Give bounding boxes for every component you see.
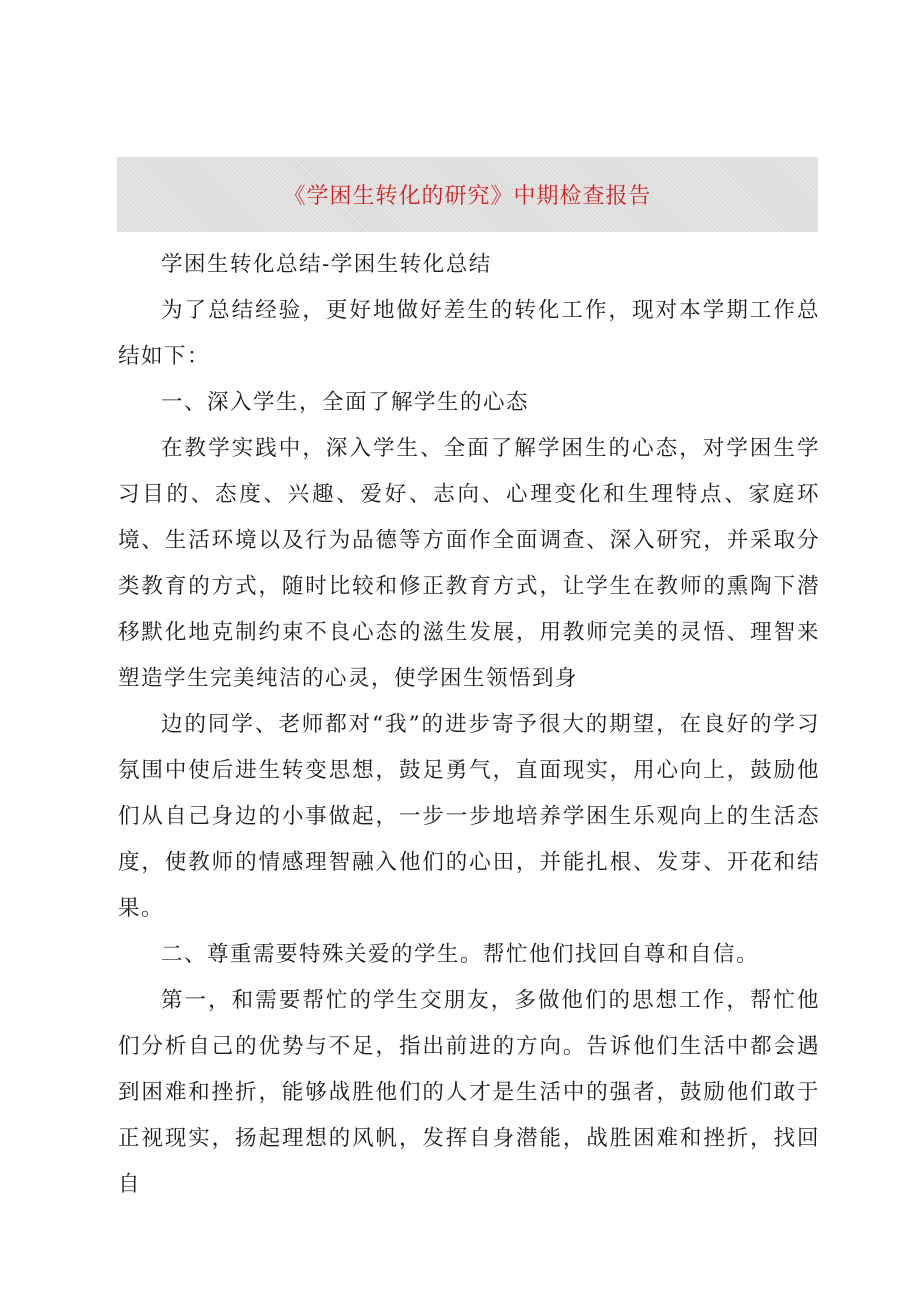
section-heading-1: 一、深入学生，全面了解学生的心态 xyxy=(161,390,530,415)
title-banner xyxy=(117,157,818,232)
section-heading-2: 二、尊重需要特殊关爱的学生。帮忙他们找回自尊和自信。 xyxy=(161,942,760,967)
paragraph-section-2-a: 第一，和需要帮忙的学生交朋友，多做他们的思想工作，帮忙他们分析自己的优势与不足，指出前进的方向。告诉他们生活中都会遇到困难和挫折，能够战胜他们的人才是生活中的强者，鼓励他们敢于正视现实，扬起理想的风帆，发挥自身潜能，战胜困难和挫折，找回自 xyxy=(118,988,820,1197)
paragraph-intro: 为了总结经验，更好地做好差生的转化工作，现对本学期工作总结如下： xyxy=(118,298,820,369)
paragraph-subtitle: 学困生转化总结-学困生转化总结 xyxy=(161,252,492,277)
paragraph-section-1-b: 边的同学、老师都对“我”的进步寄予很大的期望，在良好的学习氛围中使后进生转变思想，鼓足勇气，直面现实，用心向上，鼓励他们从自己身边的小事做起，一步一步地培养学困生乐观向上的生活态度，使教师的情感理智融入他们的心田，并能扎根、发芽、开花和结果。 xyxy=(118,712,820,921)
document-body xyxy=(118,242,820,1208)
paragraph-section-1-a: 在教学实践中，深入学生、全面了解学困生的心态，对学困生学习目的、态度、兴趣、爱好、志向、心理变化和生理特点、家庭环境、生活环境以及行为品德等方面作全面调查、深入研究，并采取分类教育的方式，随时比较和修正教育方式，让学生在教师的熏陶下潜移默化地克制约束不良心态的滋生发展，用教师完美的灵悟、理智来塑造学生完美纯洁的心灵，使学困生领悟到身 xyxy=(118,436,820,691)
document-title: 《学困生转化的研究》中期检查报告 xyxy=(283,184,652,209)
